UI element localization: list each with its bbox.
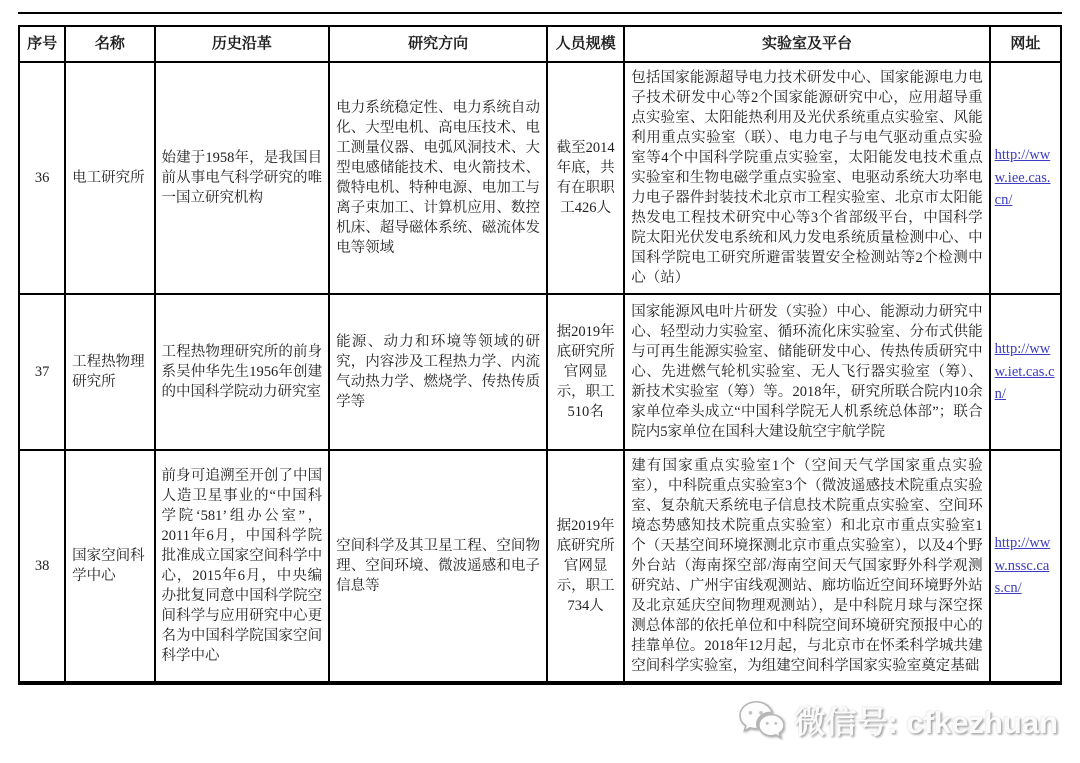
document-page	[18, 12, 1062, 685]
watermark	[738, 697, 1058, 742]
cell-personnel: 据2019年底研究所官网显示，职工734人	[547, 450, 624, 683]
cell-seq: 37	[19, 294, 65, 450]
col-header-personnel: 人员规模	[547, 26, 624, 62]
website-link-iee[interactable]: http://www.iee.cas.cn/	[994, 147, 1051, 209]
institutes-table	[18, 25, 1062, 685]
cell-name: 国家空间科学中心	[65, 450, 154, 683]
cell-url	[990, 62, 1061, 294]
cell-research: 能源、动力和环境等领域的研究，内容涉及工程热力学、内流气动热力学、燃烧学、传热传质学等	[329, 294, 547, 450]
col-header-name: 名称	[65, 26, 154, 62]
watermark-text: 微信号: cfkezhuan	[794, 705, 1058, 740]
header-row	[19, 26, 1061, 62]
cell-personnel: 据2019年底研究所官网显示，职工510名	[547, 294, 624, 450]
col-header-research: 研究方向	[329, 26, 547, 62]
cell-seq: 38	[19, 450, 65, 683]
cell-labs: 包括国家能源超导电力技术研发中心、国家能源电力电子技术研发中心等2个国家能源研究中心，应用超导重点实验室、太阳能热利用及光伏系统重点实验室、风能利用重点实验室（联）、电力电子与电气驱动重点实验室等4个中国科学院重点实验室，太阳能发电技术重点实验室和生物电磁学重点实验室、电驱动系统大功率电力电子器件封装技术北京市工程实验室、北京市太阳能热发电工程技术研究中心等3个省部级平台，中国科学院太阳光伏发电系统和风力发电系统质量检测中心、中国科学院电工研究所避雷装置安全检测站等2个检测中心（站）	[624, 62, 989, 294]
cell-labs: 建有国家重点实验室1个（空间天气学国家重点实验室），中科院重点实验室3个（微波遥感技术院重点实验室、复杂航天系统电子信息技术院重点实验室、空间环境态势感知技术院重点实验室）和北京市重点实验室1个（天基空间环境探测北京市重点实验室），以及4个野外台站（海南探空部/海南空间天气国家野外科学观测研究站、广州宇宙线观测站、廊坊临近空间环境野外站及北京延庆空间物理观测站），是中科院月球与深空探测总体部的依托单位和中科院空间环境研究预报中心的挂靠单位。2018年12月起，与北京市在怀柔科学城共建空间科学实验室，为组建空间科学国家实验室奠定基础	[624, 450, 989, 683]
cell-history: 始建于1958年，是我国目前从事电气科学研究的唯一国立研究机构	[155, 62, 330, 294]
cell-name: 电工研究所	[65, 62, 154, 294]
col-header-seq: 序号	[19, 26, 65, 62]
cell-research: 空间科学及其卫星工程、空间物理、空间环境、微波遥感和电子信息等	[329, 450, 547, 683]
website-link-nssc[interactable]: http://www.nssc.cas.cn/	[994, 535, 1051, 597]
cell-url	[990, 450, 1061, 683]
table-top-rule	[18, 12, 1062, 14]
col-header-url: 网址	[990, 26, 1061, 62]
col-header-labs: 实验室及平台	[624, 26, 989, 62]
cell-history: 工程热物理研究所的前身系吴仲华先生1956年创建的中国科学院动力研究室	[155, 294, 330, 450]
table-row-37	[19, 294, 1061, 450]
table-row-36	[19, 62, 1061, 294]
cell-labs: 国家能源风电叶片研发（实验）中心、能源动力研究中心、轻型动力实验室、循环流化床实验室、分布式供能与可再生能源实验室、储能研发中心、传热传质研究中心、先进燃气轮机实验室、无人飞行器实验室（筹）、新技术实验室（筹）等。2018年，研究所联合院内10余家单位牵头成立“中国科学院无人机系统总体部”；联合院内5家单位在国科大建设航空宇航学院	[624, 294, 989, 450]
cell-url	[990, 294, 1061, 450]
cell-history: 前身可追溯至开创了中国人造卫星事业的“中国科学院‘581’组办公室”，2011年6月，中国科学院批准成立国家空间科学中心，2015年6月，中央编办批复同意中国科学院空间科学与应用研究中心更名为中国科学院国家空间科学中心	[155, 450, 330, 683]
cell-name: 工程热物理研究所	[65, 294, 154, 450]
cell-personnel: 截至2014年底，共有在职职工426人	[547, 62, 624, 294]
website-link-iet[interactable]: http://www.iet.cas.cn/	[994, 341, 1055, 403]
col-header-history: 历史沿革	[155, 26, 330, 62]
cell-research: 电力系统稳定性、电力系统自动化、大型电机、高电压技术、电工测量仪器、电弧风洞技术、大型电感储能技术、电火箭技术、微特电机、特种电源、电加工与离子束加工、计算机应用、数控机床、超导磁体系统、磁流体发电等领域	[329, 62, 547, 294]
table-row-38	[19, 450, 1061, 683]
cell-seq: 36	[19, 62, 65, 294]
wechat-icon	[738, 699, 784, 741]
